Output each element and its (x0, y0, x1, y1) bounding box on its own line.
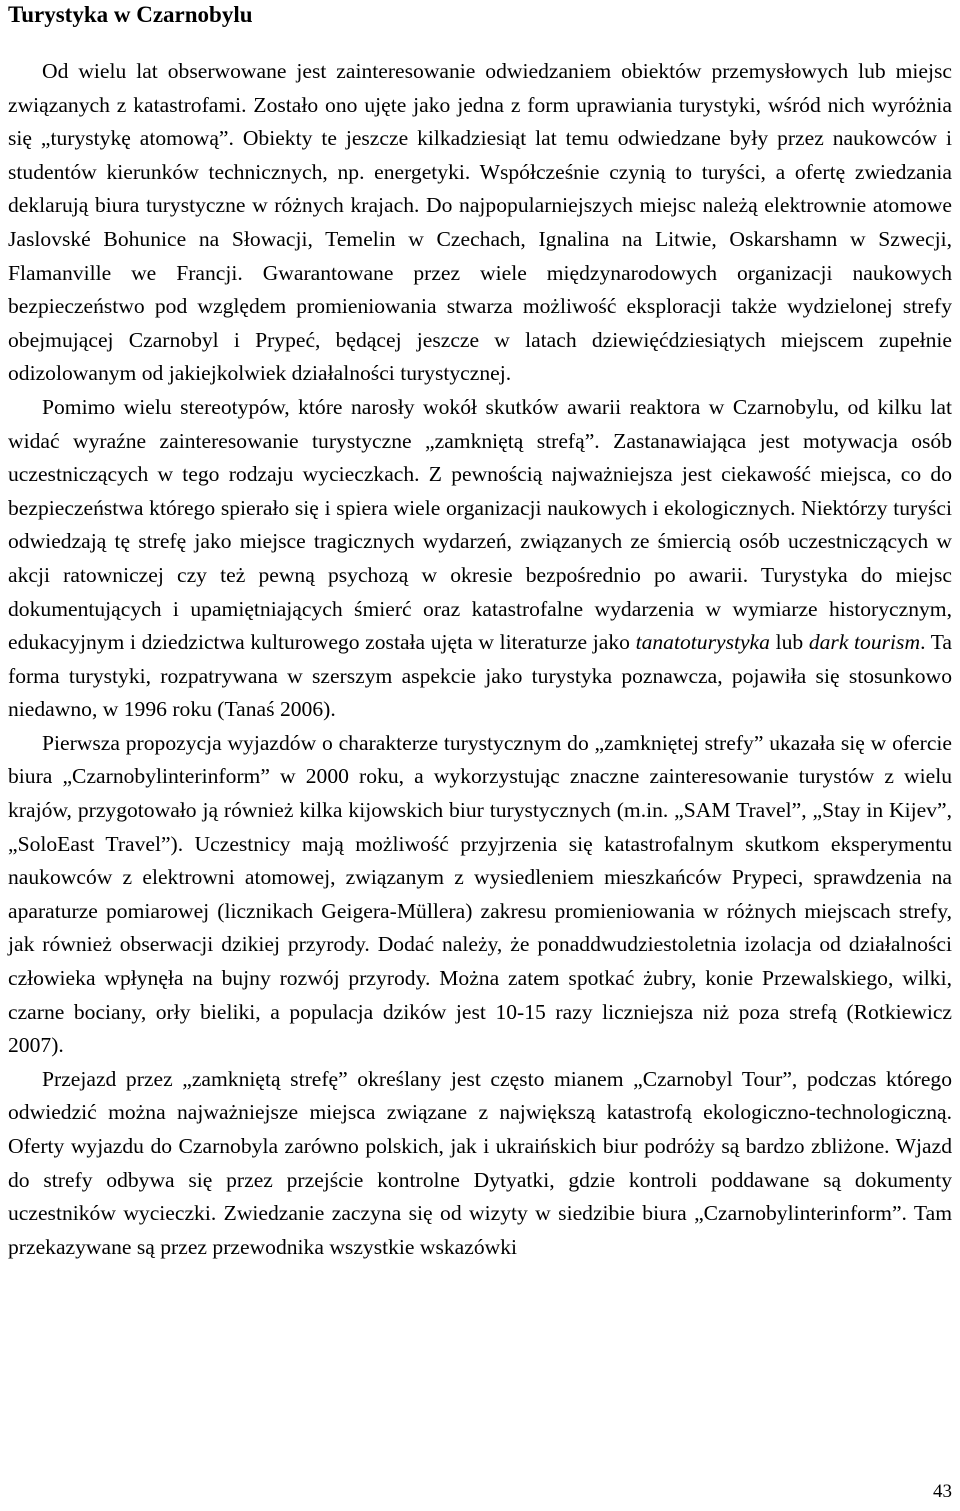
paragraph-4-text: Przejazd przez „zamkniętą strefę” określany jest często mianem „Czarnobyl Tour”, podczas którego odwiedzić można najważniejsze miejsca związane z największą katastrofą ekologiczno-technologiczną. Oferty wyjazdu do Czarnobyla zarówno polskich, jak i ukraińskich biur podróży są bardzo zbliżone. Wjazd do strefy odbywa się przez przejście kontrolne Dytyatki, gdzie kontroli poddawane są dokumenty uczestników wycieczki. Zwiedzanie zaczyna się od wizyty w siedzibie biura „Czarnobylinterinform”. Tam przekazywane są przez przewodnika wszystkie wskazówki (8, 1066, 952, 1259)
paragraph-3 (8, 727, 952, 1063)
paragraph-1 (8, 55, 952, 391)
page-number: 43 (933, 1481, 952, 1502)
paragraph-1-text: Od wielu lat obserwowane jest zainteresowanie odwiedzaniem obiektów przemysłowych lub miejsc związanych z katastrofami. Zostało ono ujęte jako jedna z form uprawiania turystyki, wśród nich wyróżnia się „turystykę atomową”. Obiekty te jeszcze kilkadziesiąt lat temu odwiedzane były przez naukowców i studentów kierunków technicznych, np. energetyki. Współcześnie czynią to turyści, a ofertę zwiedzania deklarują biura turystyczne w różnych krajach. Do najpopularniejszych miejsc należą elektrownie atomowe Jaslovské Bohunice na Słowacji, Temelin w Czechach, Ignalina na Litwie, Oskarshamn w Szwecji, Flamanville we Francji. Gwarantowane przez wiele międzynarodowych organizacji naukowych bezpieczeństwo pod względem promieniowania stwarza możliwość eksploracji także wydzielonej strefy obejmującej Czarnobyl i Prypeć, będącej jeszcze w latach dziewięćdziesiątych miejscem zupełnie odizolowanym od jakiejkolwiek działalności turystycznej. (8, 59, 952, 386)
paragraph-4 (8, 1063, 952, 1265)
term-tanatoturystyka: tanatoturystyka (635, 630, 770, 655)
term-dark-tourism: dark tourism (808, 630, 921, 655)
article-body (8, 55, 952, 1264)
paragraph-2-text-a: Pomimo wielu stereotypów, które narosły wokół skutków awarii reaktora w Czarnobylu, od kilku lat widać wyraźne zainteresowanie turystyczne „zamkniętą strefą”. Zastanawiająca jest motywacja osób uczestniczących w tego rodzaju wycieczkach. Z pewnością najważniejsza jest ciekawość miejsca, co do bezpieczeństwa którego spierało się i spiera wiele organizacji naukowych i ekologicznych. Niektórzy turyści odwiedzają tę strefę jako miejsce tragicznych wydarzeń, związanych ze śmiercią osób uczestniczących w akcji ratowniczej czy też pewną psychozą w okresie bezpośrednio po awarii. Turystyka do miejsc dokumentujących i upamiętniających śmierć oraz katastrofalne wydarzenia w wymiarze historycznym, edukacyjnym i dziedzictwa kulturowego została ujęta w literaturze jako (8, 394, 952, 655)
paragraph-2 (8, 391, 952, 727)
paragraph-2-text-c: . Ta forma turystyki, rozpatrywana w szerszym aspekcie jako turystyka poznawcza, pojawiła się stosunkowo niedawno, w 1996 roku (Tanaś 2006). (8, 630, 952, 722)
paragraph-3-text: Pierwsza propozycja wyjazdów o charakterze turystycznym do „zamkniętej strefy” ukazała się w ofercie biura „Czarnobylinterinform” w 2000 roku, a wykorzystując znaczne zainteresowanie turystów z wielu krajów, przygotowało ją również kilka kijowskich biur turystycznych (m.in. „SAM Travel”, „Stay in Kijev”, „SoloEast Travel”). Uczestnicy mają możliwość przyjrzenia się katastrofalnym skutkom eksperymentu naukowców z elektrowni atomowej, związanym z wysiedleniem mieszkańców Prypeci, sprawdzenia na aparaturze pomiarowej (licznikach Geigera-Müllera) zakresu promieniowania w różnych miejscach strefy, jak również obserwacji dzikiej przyrody. Dodać należy, że ponaddwudziestoletnia izolacja od działalności człowieka wpłynęła na bujny rozwój przyrody. Można zatem spotkać żubry, konie Przewalskiego, wilki, czarne bociany, orły bieliki, a populacja dzików jest 10-15 razy liczniejsza niż poza strefą (Rotkiewicz 2007). (8, 730, 952, 1058)
paragraph-2-text-b: lub (769, 630, 809, 655)
page-title: Turystyka w Czarnobylu (8, 2, 253, 27)
